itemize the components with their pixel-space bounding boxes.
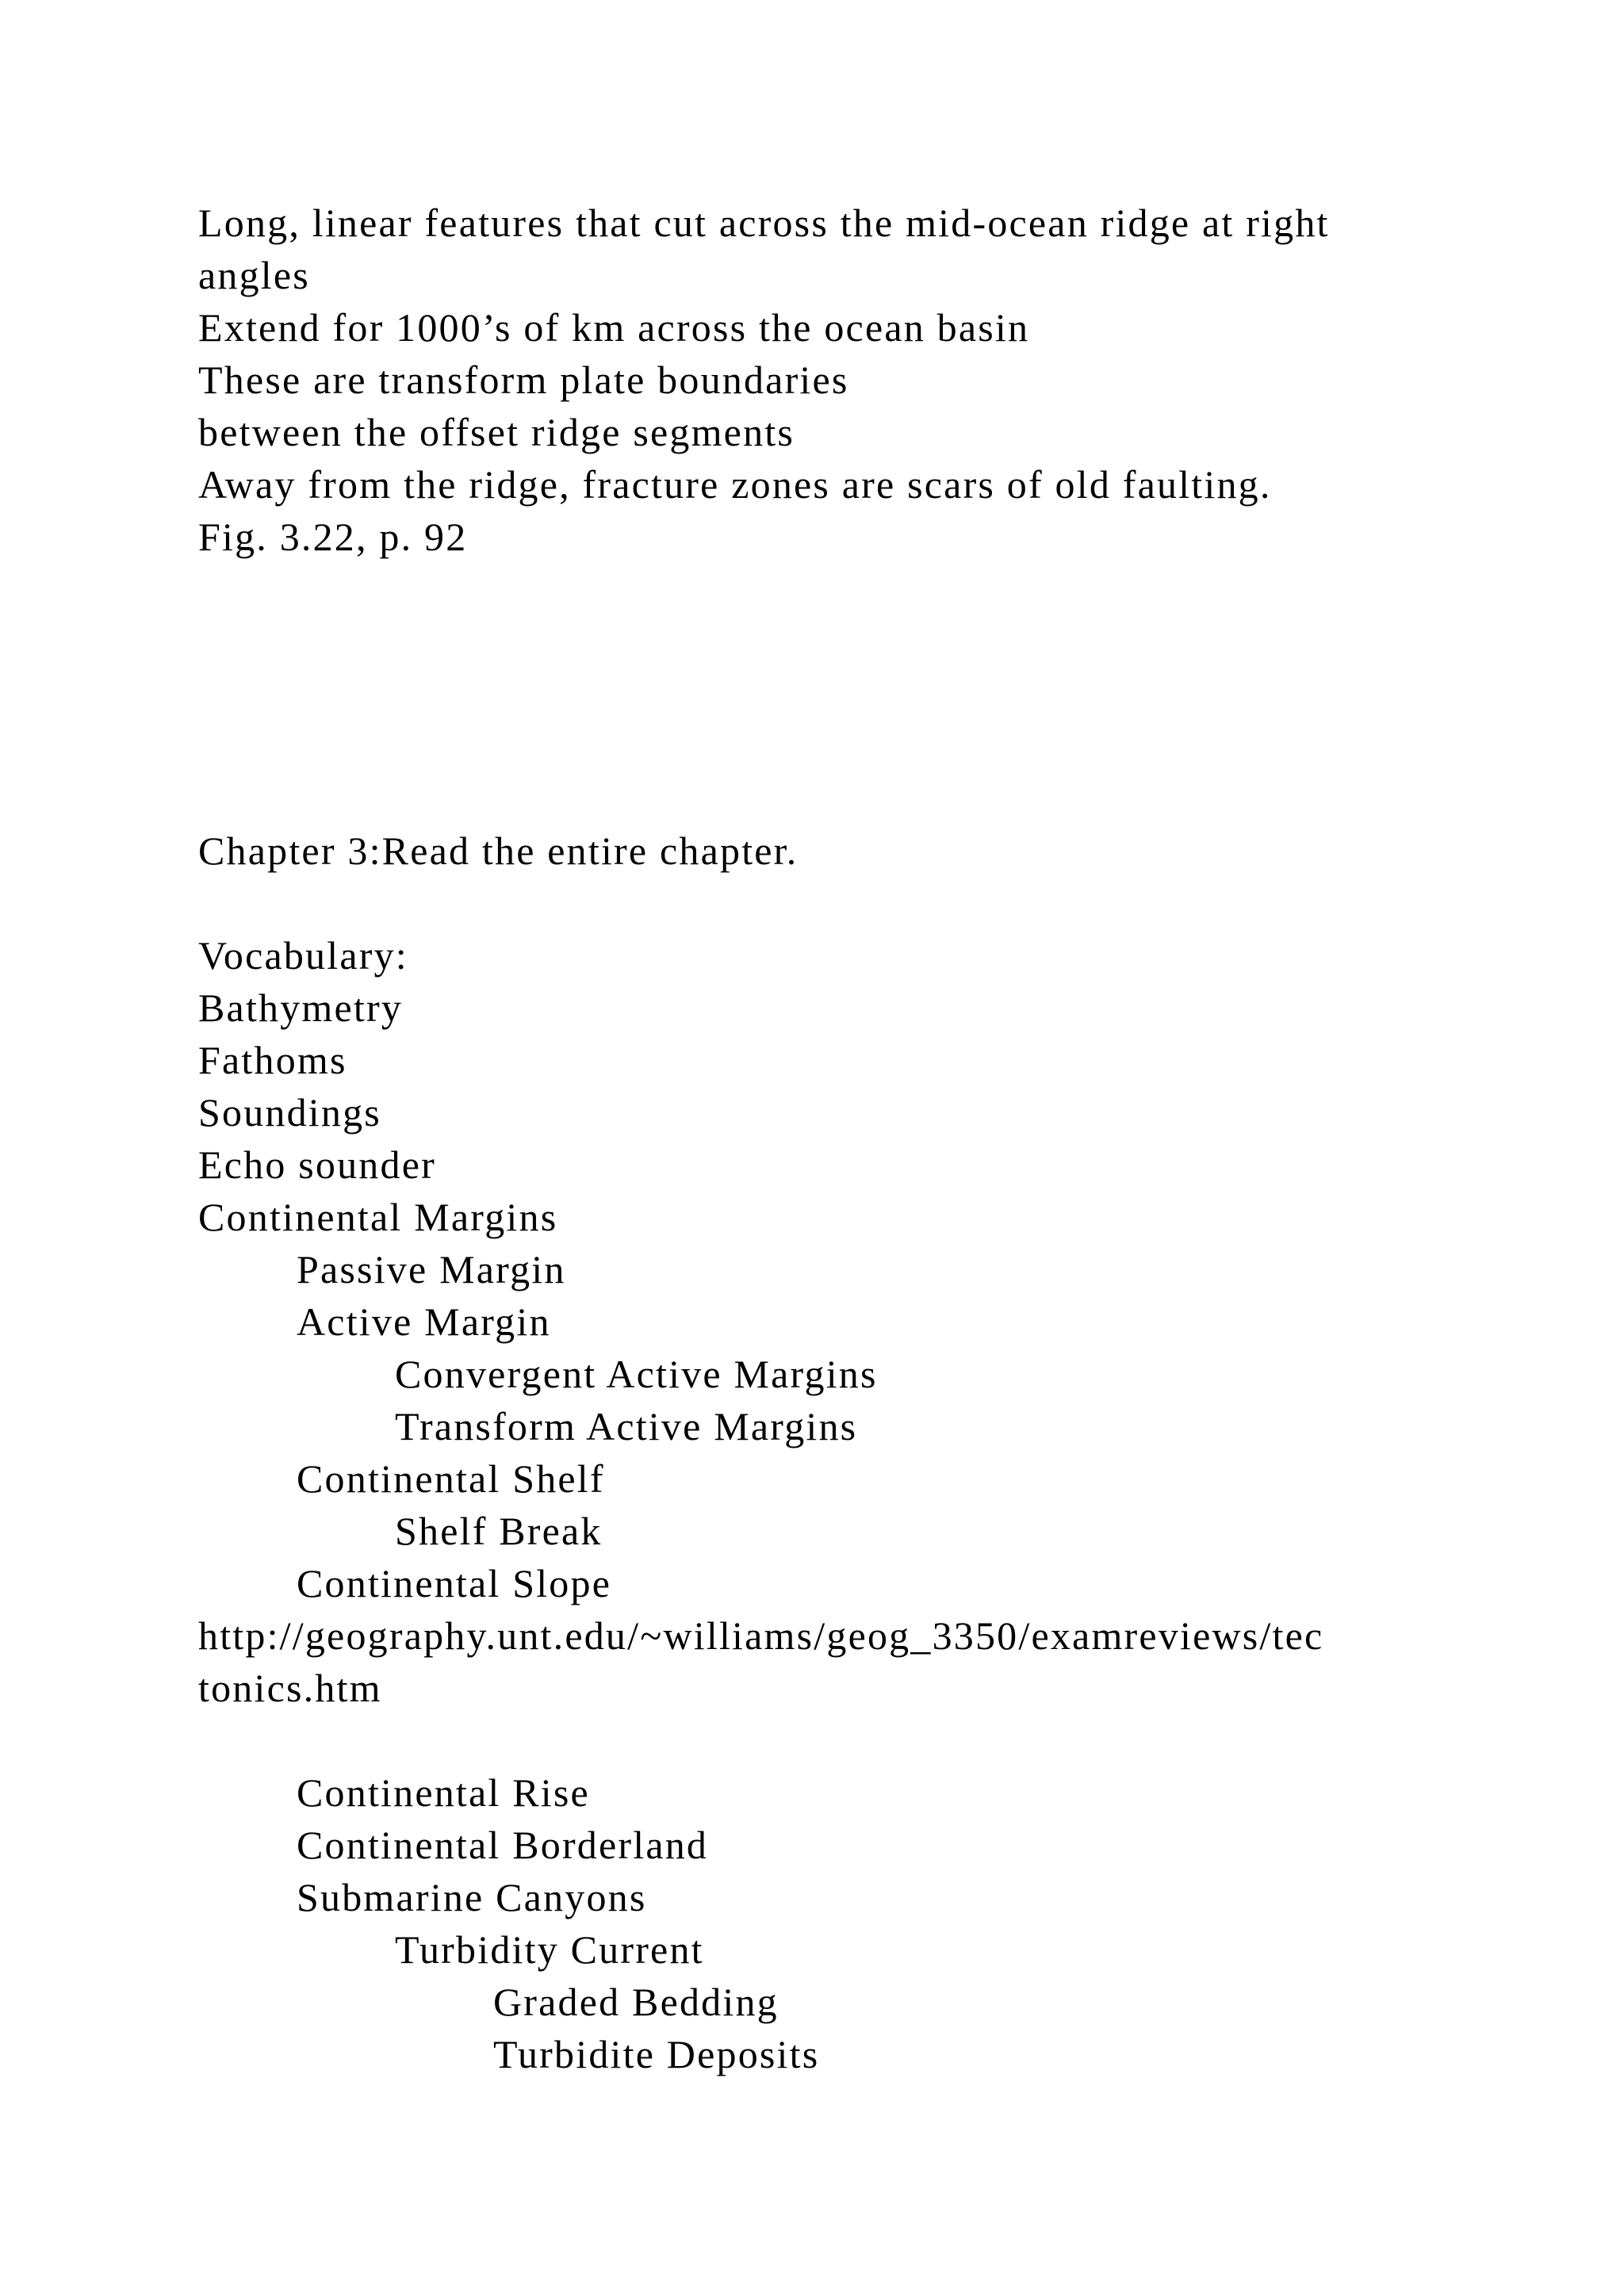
vocab-subitem: Continental Rise [297, 1770, 590, 1815]
vocab-subsubitem: Turbidity Current [395, 1927, 704, 1972]
vocab-subsubsubitem: Graded Bedding [493, 1980, 779, 2024]
figure-reference: Fig. 3.22, p. 92 [198, 515, 468, 559]
vocab-subitem: Continental Borderland [297, 1823, 709, 1867]
vocab-item: Continental Margins [198, 1195, 558, 1239]
vocabulary-heading: Vocabulary: [198, 933, 408, 978]
intro-line-5: between the offset ridge segments [198, 410, 795, 454]
vocab-subsubsubitem: Turbidite Deposits [493, 2032, 820, 2076]
vocab-item: Bathymetry [198, 985, 404, 1030]
vocab-subitem: Passive Margin [297, 1247, 566, 1292]
vocab-subsubitem: Convergent Active Margins [395, 1352, 878, 1396]
intro-line-3: Extend for 1000’s of km across the ocean basin [198, 305, 1030, 350]
reference-url-line-2: tonics.htm [198, 1666, 382, 1710]
vocab-subitem: Continental Slope [297, 1561, 612, 1605]
vocab-item: Soundings [198, 1090, 381, 1135]
vocab-subitem: Active Margin [297, 1299, 551, 1344]
intro-line-6: Away from the ridge, fracture zones are scars of old faulting. [198, 462, 1272, 507]
intro-line-2: angles [198, 253, 310, 297]
vocab-item: Fathoms [198, 1038, 347, 1082]
vocab-item: Echo sounder [198, 1142, 436, 1187]
vocab-subitem: Submarine Canyons [297, 1875, 647, 1919]
intro-line-4: These are transform plate boundaries [198, 358, 849, 402]
intro-line-1: Long, linear features that cut across the mid-ocean ridge at right [198, 201, 1330, 245]
chapter-heading: Chapter 3:Read the entire chapter. [198, 828, 799, 873]
vocab-subsubitem: Shelf Break [395, 1509, 603, 1553]
reference-url-line-1: http://geography.unt.edu/~williams/geog_3350/examreviews/tec [198, 1613, 1324, 1658]
vocab-subsubitem: Transform Active Margins [395, 1404, 858, 1448]
vocab-subitem: Continental Shelf [297, 1456, 605, 1501]
